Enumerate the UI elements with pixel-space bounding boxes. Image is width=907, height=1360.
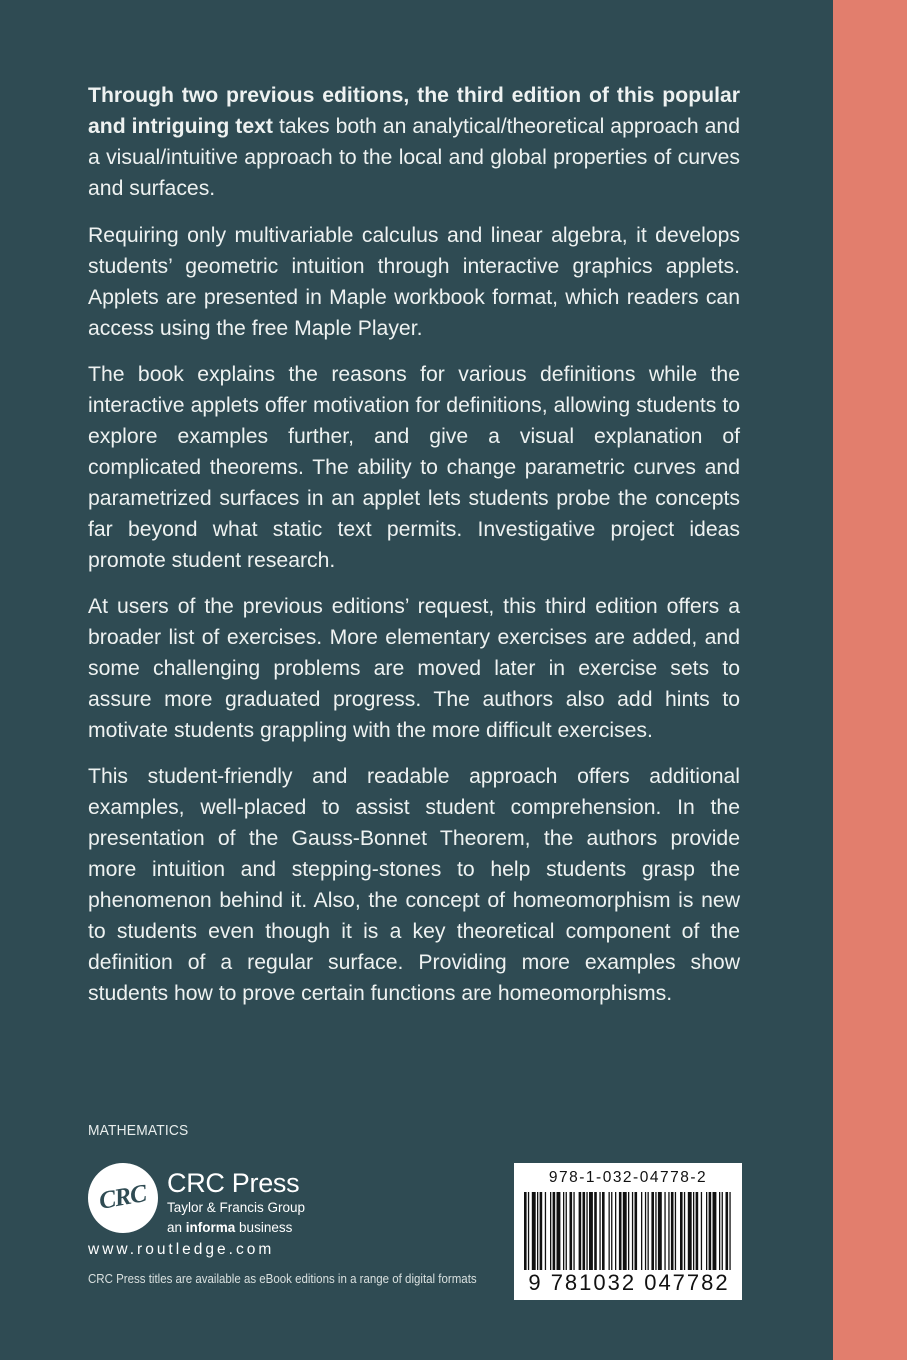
crc-logo-text: CRC: [97, 1180, 149, 1215]
description-lead-rest: takes both an analytical/theoretical approach and a visual/intuitive approach to the local and global properties of curves and surfaces.: [88, 115, 740, 200]
publisher-group: Taylor & Francis Group: [167, 1200, 306, 1215]
description-lead-bold: Through two previous editions, the third edition of this popular and intriguing text: [88, 84, 740, 138]
isbn-barcode: [514, 1163, 742, 1300]
isbn-hyphenated: 978-1-032-04778-2: [548, 1169, 708, 1186]
description-text: [88, 80, 740, 1024]
coral-edge-strip: [833, 0, 907, 1360]
description-paragraph-4: At users of the previous editions’ request, this third edition offers a broader list of exercises. More elementary exercises are added, and some challenging problems are moved later in exercise sets to assure more graduated progress. The authors also add hints to motivate students grappling with the more difficult exercises.: [88, 595, 740, 742]
description-paragraph-2: Requiring only multivariable calculus and linear algebra, it develops students’ geometric intuition through interactive graphics applets. Applets are presented in Maple workbook format, which readers can access using the free Maple Player.: [88, 224, 740, 340]
description-paragraph-3: The book explains the reasons for various definitions while the interactive applets offer motivation for definitions, allowing students to explore examples further, and give a visual explanation of complicated theorems. The ability to change parametric curves and parametrized surfaces in an applet lets students probe the concepts far beyond what static text permits. Investigative project ideas promote student research.: [88, 363, 740, 572]
publisher-name: CRC Press: [167, 1168, 300, 1198]
subject-category: MATHEMATICS: [88, 1122, 189, 1139]
description-paragraph-5: This student-friendly and readable approach offers additional examples, well-placed to assist student comprehension. In the presentation of the Gauss-Bonnet Theorem, the authors provide more intuition and stepping-stones to help students grasp the phenomenon behind it. Also, the concept of homeomorphism is new to students even though it is a key theoretical component of the definition of a regular surface. Providing more examples show students how to prove certain functions are homeomorphisms.: [88, 765, 740, 1005]
publisher-informa-line: an informa business: [167, 1220, 293, 1235]
crc-logo-icon: [88, 1163, 158, 1233]
description-paragraph-1: [88, 80, 740, 204]
publisher-website[interactable]: www.routledge.com: [88, 1241, 275, 1258]
isbn-digits: 9 781032 047782: [522, 1270, 736, 1296]
ebook-availability-note: CRC Press titles are available as eBook editions in a range of digital formats: [88, 1272, 477, 1286]
